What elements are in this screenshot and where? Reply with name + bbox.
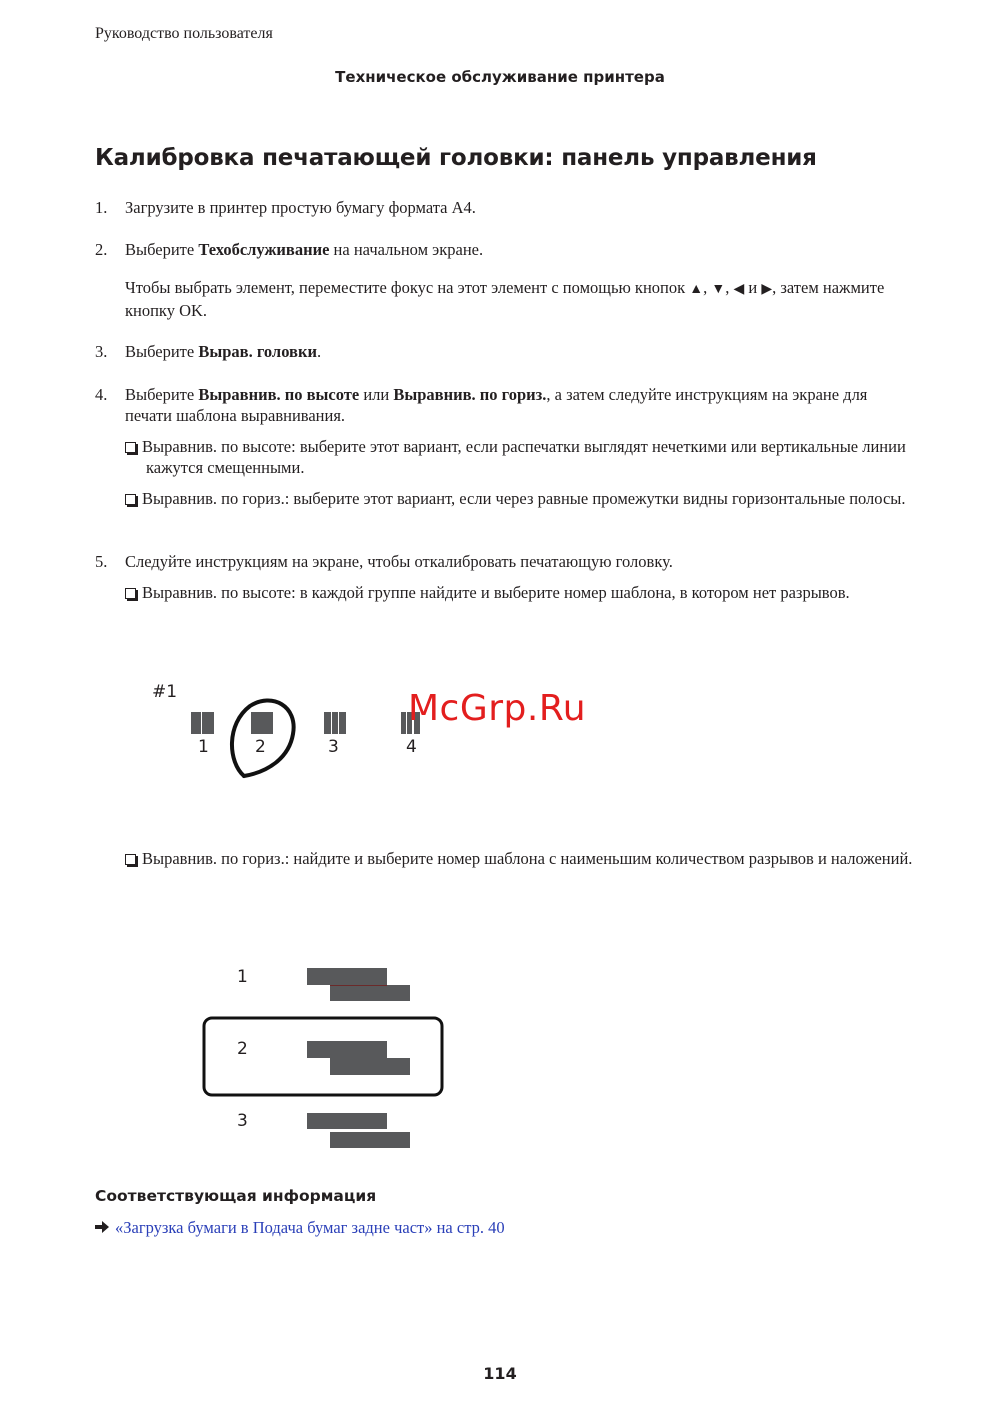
- step-text: Выберите Выравнив. по высоте или Выравнив. по гориз., а затем следуйте инструкциям на экране для печати шаблона выравнивания.: [125, 385, 868, 425]
- pattern-1-block: [191, 712, 214, 734]
- document-title: Руководство пользователя: [95, 25, 273, 42]
- up-arrow-icon: ▲: [689, 282, 704, 297]
- right-arrow-icon: [95, 1221, 109, 1233]
- pattern-number: 1: [198, 737, 209, 757]
- page-number: 114: [483, 1364, 517, 1383]
- step-number: 1.: [95, 198, 108, 217]
- right-arrow-icon: ▶: [761, 282, 773, 297]
- pattern-2-bar-bottom: [330, 1058, 410, 1075]
- list-item: Выравнив. по высоте: в каждой группе найдите и выберите номер шаблона, в котором нет разрывов.: [125, 582, 936, 603]
- pattern-number: 2: [255, 737, 266, 757]
- watermark: McGrp.Ru: [408, 688, 587, 729]
- section-title: Техническое обслуживание принтера: [335, 68, 665, 86]
- checkbox-bullet-icon: [125, 588, 136, 599]
- step-number: 3.: [95, 342, 108, 361]
- step-number: 2.: [95, 240, 108, 259]
- checkbox-bullet-icon: [125, 854, 136, 865]
- pattern-1-bar-top: [307, 968, 387, 985]
- step-text: Следуйте инструкциям на экране, чтобы откалибровать печатающую головку.: [125, 552, 673, 571]
- related-link[interactable]: «Загрузка бумаги в Подача бумаг задне част» на стр. 40: [115, 1218, 505, 1237]
- pattern-3-block: [324, 712, 346, 734]
- page-title: Калибровка печатающей головки: панель управления: [95, 145, 817, 171]
- related-info-heading: Соответствующая информация: [95, 1187, 377, 1205]
- checkbox-bullet-icon: [125, 494, 136, 505]
- list-item: Выравнив. по высоте: выберите этот вариант, если распечатки выглядят нечеткими или вертикальные линии кажутся смещенными.: [125, 436, 936, 478]
- step-number: 5.: [95, 552, 108, 571]
- related-link-row: [95, 1218, 505, 1238]
- checkbox-bullet-icon: [125, 442, 136, 453]
- horizontal-alignment-figure: [200, 955, 450, 1155]
- pattern-1-bar-bottom: [330, 985, 410, 1001]
- group-label: #1: [152, 682, 178, 702]
- step-note: Чтобы выбрать элемент, переместите фокус на этот элемент с помощью кнопок ▲, ▼, ◀ и ▶, затем нажмите кнопку OK.: [125, 278, 885, 320]
- pattern-number: 2: [237, 1039, 248, 1059]
- list-item: Выравнив. по гориз.: найдите и выберите номер шаблона с наименьшим количеством разрывов и наложений.: [125, 848, 936, 869]
- list-item: Выравнив. по гориз.: выберите этот вариант, если через равные промежутки видны горизонтальные полосы.: [125, 488, 936, 509]
- down-arrow-icon: ▼: [711, 282, 726, 297]
- left-arrow-icon: ◀: [733, 282, 745, 297]
- pattern-3-bar-bottom: [330, 1132, 410, 1148]
- pattern-number: 4: [406, 737, 417, 757]
- pattern-2-bar-top: [307, 1041, 387, 1058]
- pattern-3-bar-top: [307, 1113, 387, 1129]
- pattern-number: 3: [328, 737, 339, 757]
- step-text: Выберите Вырав. головки.: [125, 342, 322, 361]
- pattern-2-block: [251, 712, 273, 734]
- step-text: Выберите Техобслуживание на начальном экране.: [125, 240, 484, 259]
- pattern-number: 1: [237, 967, 248, 987]
- pattern-number: 3: [237, 1111, 248, 1131]
- step-text: Загрузите в принтер простую бумагу формата A4.: [125, 198, 476, 217]
- step-number: 4.: [95, 385, 108, 404]
